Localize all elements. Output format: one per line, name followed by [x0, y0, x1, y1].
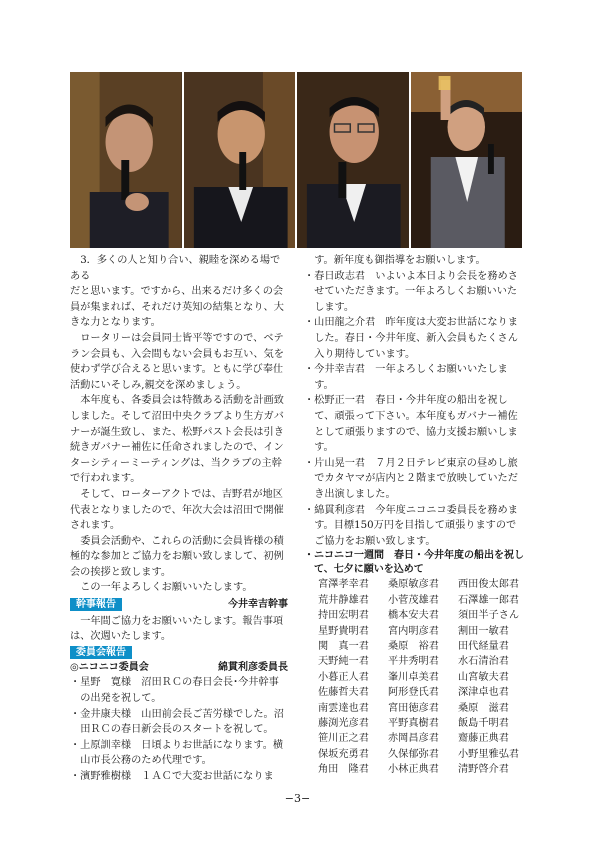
- secretary-report-tag: 幹事報告: [70, 598, 122, 611]
- member-name: 久保郁弥君: [388, 748, 439, 760]
- member-name: 峯川卓美君: [388, 671, 439, 683]
- paragraph: そして、ローターアクトでは、吉野君が地区代表となりましたので、年次大会は沼田で開催されます。: [70, 488, 284, 532]
- member-name: 清野啓介君: [458, 764, 509, 776]
- member-name: 荒井静雄君: [318, 594, 369, 606]
- continued-text: す。新年度も御指導をお願いします。: [314, 255, 486, 266]
- nikoniko-chair: 綿貫利彦委員長: [218, 661, 288, 673]
- photo-speaker-3: [297, 72, 409, 248]
- member-name: 持田宏明君: [318, 610, 369, 622]
- member-name: 飯島千明君: [458, 717, 509, 729]
- paragraph: 委員会活動や、これらの活動に会員皆様の積極的な参加とご協力をお願い致しまして、初例会の挨拶と致します。: [70, 535, 284, 578]
- member-name: 天野純一君: [318, 656, 369, 668]
- left-column: [70, 253, 288, 785]
- member-name: 笹川正之君: [318, 733, 369, 745]
- secretary-report-bar: [70, 597, 288, 613]
- list-item: ・濱野雅樹様 １ＡＣで大変お世話になりま: [70, 771, 274, 782]
- list-item: ・片山晃一君 ７月２日テレビ東京の昼めし旅でカタヤマが店内と２階まで放映していただき出演しました。: [304, 457, 518, 500]
- right-column: [304, 253, 524, 778]
- member-name: 南雲達也君: [318, 702, 369, 714]
- member-name: 須田半子さん: [458, 610, 520, 622]
- list-item: ・山田龍之介君 昨年度は大変お世話になりました。春日・今井年度、新入会員もたくさん入り期待しています。: [304, 317, 518, 360]
- paragraph: 3．多くの人と知り合い、親睦を深める場である: [70, 255, 281, 282]
- member-name: 石澤雄一郎君: [458, 594, 520, 606]
- member-name: 阿形登氏君: [388, 687, 439, 699]
- photo-speaker-2: [184, 72, 296, 248]
- member-name: 小林正典君: [388, 764, 439, 776]
- member-name: 平井秀明君: [388, 656, 439, 668]
- member-name: 小菅茂雄君: [388, 594, 439, 606]
- member-name: 宮内明彦君: [388, 625, 439, 637]
- member-name: 桑原敏彦君: [388, 579, 439, 591]
- member-name: 関 真一君: [318, 640, 369, 652]
- photo-speaker-1: [70, 72, 182, 248]
- photo-strip: [70, 72, 522, 248]
- paragraph: だと思います。ですから、出来るだけ多くの会員が集まれば、それだけ英知の結集となり、大きな力となります。: [70, 286, 284, 329]
- secretary-report-text: 一年間ご協力をお願いいたします。報告事項は、次週いたします。: [70, 615, 284, 643]
- member-name: 桑原 裕君: [388, 640, 439, 652]
- list-item: ・今井幸吉君 一年よろしくお願いいたします。: [304, 364, 508, 391]
- member-name: 深津卓也君: [458, 687, 509, 699]
- list-item: ・金井康夫様 山田前会長ご苦労様でした。沼田ＲＣの春日新会長のスタートを祝して。: [70, 708, 284, 736]
- member-name: 星野貴明君: [318, 625, 369, 637]
- list-item: ・春日政志君 いよいよ本日より会長を務めさせていただきます。一年よろしくお願いいたします。: [304, 270, 518, 313]
- member-name: 割田一敏君: [458, 625, 509, 637]
- committee-report-bar: [70, 646, 288, 659]
- member-name: 齋藤正典君: [458, 733, 509, 745]
- list-item: ・星野 寛様 沼田ＲＣの春日会長･今井幹事の出発を祝して。: [70, 677, 279, 705]
- paragraph: 本年度も、各委員会は特徴ある活動を計画致しました。そして沼田中央クラブより生方ガバナーが誕生致し、また、松野パスト会長は引き続きガバナー補佐に任命されましたので、インターシティーミーティングは、当クラブの主幹で行われます。: [70, 395, 284, 485]
- member-name: 藤渕光彦君: [318, 717, 369, 729]
- member-name: 橋本安夫君: [388, 610, 439, 622]
- member-name: 田代経量君: [458, 640, 509, 652]
- member-name: 小暮正人君: [318, 671, 369, 683]
- member-name: 保坂充勇君: [318, 748, 369, 760]
- member-name: 西田俊太郎君: [458, 579, 520, 591]
- nikoniko-title: ◎ニコニコ委員会: [70, 661, 149, 673]
- member-name: 小野里雅弘君: [458, 748, 520, 760]
- paragraph: ロータリーは会員同士皆平等ですので、ベテラン会員も、入会間もない会員もお互い、気を使わず学び合えると思います。ともに学び奉仕活動にいそしみ,親交を深めましょう。: [70, 332, 284, 391]
- committee-report-tag: 委員会報告: [70, 646, 132, 659]
- closing-line: この一年よろしくお願いいたします。: [80, 582, 253, 594]
- list-item: ・上原訓幸様 日頃よりお世話になります。横山市長公務のため代理です。: [70, 739, 284, 767]
- member-name: 山宮敏夫君: [458, 671, 509, 683]
- photo-speaker-4: [411, 72, 523, 248]
- member-name: 平野真樹君: [388, 717, 439, 729]
- member-name: 赤岡昌彦君: [388, 733, 439, 745]
- list-item: ・綿貫利彦君 今年度ニコニコ委員長を務めます。目標150万円を目指して頑張りますのでご協力をお願い致します。: [304, 504, 518, 547]
- secretary-name: 今井幸吉幹事: [228, 599, 288, 611]
- member-name: 宮田徳彦君: [388, 702, 439, 714]
- list-item: ・松野正一君 春日・今井年度の船出を祝して、頑張って下さい。本年度もガバナー補佐として頑張りますので、協力支援お願いします。: [304, 395, 518, 454]
- member-name: 佐藤哲夫君: [318, 687, 369, 699]
- member-name: 桑原 滋君: [458, 702, 509, 714]
- nikoniko-committee-header: [70, 660, 288, 676]
- member-name: 角田 隆君: [318, 764, 369, 776]
- page-number: −3−: [284, 792, 311, 805]
- names-grid: [304, 577, 524, 777]
- member-name: 宮澤孝幸君: [318, 579, 369, 591]
- weekly-nikoniko-heading: ・ニコニコ一週間 春日・今井年度の船出を祝して、七夕に願いを込めて: [304, 550, 524, 576]
- member-name: 水石清治君: [458, 656, 509, 668]
